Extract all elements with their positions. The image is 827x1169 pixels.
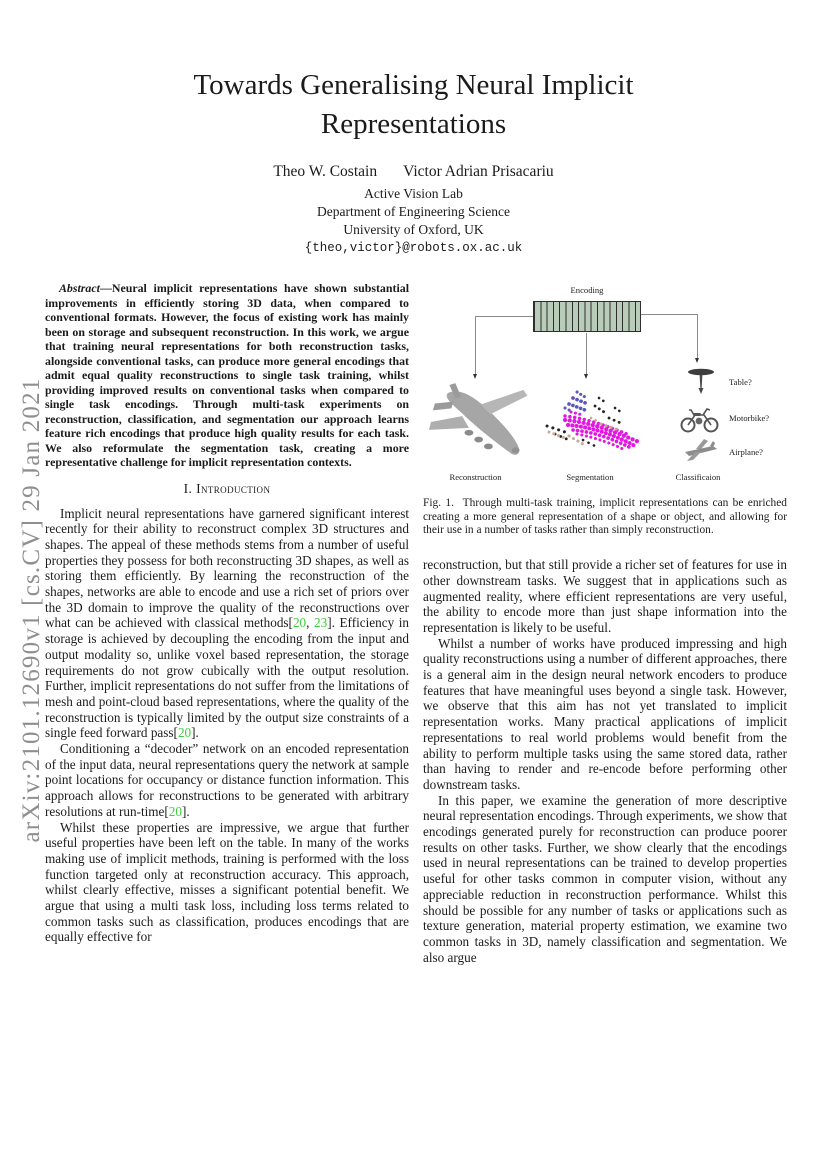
text-segment: ]. Efficiency in storage is achieved by decoupling the encoding from the input and output modality so, unlike voxel based representation, the storage requirements do not grow cubically with the output resolution. Further, implicit representations do not suffer from the limitations of mesh and point-cloud based representations, where the quality of the reconstruction is typically limited by the output size constraints of a single feed forward pass[ <box>45 615 410 741</box>
branch-label-reconstruction: Reconstruction <box>449 472 502 482</box>
section-heading-introduction: I. Introduction <box>183 480 271 496</box>
two-column-body <box>45 281 787 965</box>
affiliation-line: Department of Engineering Science <box>316 204 511 219</box>
arrow-down-icon <box>695 358 699 363</box>
class-option-airplane: Airplane? <box>729 447 763 457</box>
citation-link[interactable]: 20 <box>177 725 192 741</box>
abstract-paragraph <box>45 281 409 470</box>
intro-paragraph-1 <box>45 506 409 742</box>
encoding-vector-image <box>533 301 641 332</box>
motorbike-image <box>679 402 721 434</box>
citation-link[interactable]: 20 <box>292 615 307 631</box>
right-column <box>423 281 787 965</box>
class-option-table: Table? <box>729 377 752 387</box>
text-segment: Abstract <box>59 281 100 295</box>
text-segment: ]. <box>181 803 190 819</box>
connector-line <box>475 316 533 317</box>
encoding-label: Encoding <box>570 285 604 295</box>
citation-link[interactable]: 20 <box>168 803 182 819</box>
arrow-down-icon <box>584 374 588 379</box>
author-name: Victor Adrian Prisacariu <box>403 163 554 180</box>
class-option-motorbike: Motorbike? <box>729 413 770 423</box>
author-email[interactable]: {theo,victor}@robots.ox.ac.uk <box>304 241 523 255</box>
left-column <box>45 281 409 965</box>
intro-paragraph-3 <box>45 820 409 946</box>
text-segment: Implicit neural representations have garnered significant interest recently for their ability to reconstruct complex 3D structures and shapes. The appeal of these methods stems from a number of useful properties they possess for both reconstructing 3D shapes, as well as storing them efficiently. By learning the reconstruction of the shapes, networks are able to encode and use a rich set of priors over the 3D domain to improve the quality of the reconstructions over what can be achieved with classical methods[ <box>45 505 409 631</box>
connector-line <box>586 333 587 374</box>
intro-paragraph-2 <box>45 741 409 820</box>
arxiv-identifier-strip: arXiv:2101.12690v1 [cs.CV] 29 Jan 2021 <box>18 377 45 843</box>
airplane-image <box>682 437 720 463</box>
connector-line <box>697 314 698 358</box>
author-name: Theo W. Costain <box>273 163 378 180</box>
figure-caption-label: Fig. 1. <box>423 497 454 509</box>
connector-line <box>641 314 698 315</box>
table-image <box>686 366 716 398</box>
affiliation-line: University of Oxford, UK <box>343 222 484 237</box>
connector-line <box>475 316 476 374</box>
author-names <box>0 163 827 181</box>
citation-link[interactable]: 23 <box>314 615 328 631</box>
text-segment: Conditioning a “decoder” network on an encoded representation of the input data, neural representations query the network at sample point locations for occupancy or distance function information. This approach allows for reconstructions to be generated with arbitrary resolutions at run-time[ <box>45 741 409 819</box>
body-paragraph: In this paper, we examine the generation of more descriptive neural representation encodings. Through experiments, we show that encodings generated purely for reconstruction can produce poorer results on other tasks. Further, we show clearly that the encodings used in neural representations can be trained to develop properties useful for other tasks common in computer vision, without any appreciable reduction in reconstruction performance. Whilst this should be possible for any number of tasks or applications such as texture generation, material property estimation, we examine two common tasks in 3D, namely classification and segmentation. We also argue <box>423 792 787 965</box>
right-column-text <box>423 557 787 965</box>
figure-caption-text: Through multi-task training, implicit representations can be enriched creating a more general representation of a shape or object, and allowing for their use in a number of tasks rather than simply reconstruction. <box>423 497 787 537</box>
affiliation-line: Active Vision Lab <box>364 186 463 201</box>
author-block <box>0 163 827 255</box>
branch-label-classification: Classificaion <box>675 472 721 482</box>
text-segment: , <box>306 615 315 631</box>
reconstruction-airplane-image <box>429 378 541 468</box>
figure-1 <box>423 281 787 492</box>
paper-title: Towards Generalising Neural Implicit Representations <box>193 69 634 140</box>
text-segment: —Neural implicit representations have shown substantial improvements in efficiently storing 3D data, when compared to conventional formats. However, the focus of existing work has mainly been on storage and subsequent reconstruction. In this work, we argue that training neural representations for both reconstruction tasks, alongside conventional tasks, can produce more general encodings that admit equal quality reconstructions to single task training, whilst providing improved results on conventional tasks when compared to single task encodings. Through multi-task experiments on reconstruction, classification, and segmentation our approach learns feature rich encodings that produce high quality results for each task. We also reformulate the segmentation task, creating a more representative challenge for implicit representation contexts. <box>45 281 409 469</box>
branch-label-segmentation: Segmentation <box>566 472 614 482</box>
figure-caption <box>423 497 787 538</box>
body-paragraph: Whilst a number of works have produced impressing and high quality reconstructions using a number of different approaches, there is a general aim in the design neural network encoders to produce features that have meaningful uses beyond a single task. However, we observe that this aim has not yet translated to implicit representation works. Many practical applications of implicit representations to real world problems would benefit from the ability to perform multiple tasks using the same stored data, rather than having to render and re-encode before performing other downstream tasks. <box>423 635 787 792</box>
text-segment: Whilst these properties are impressive, we argue that further useful properties have been left on the table. In many of the works making use of implicit methods, training is performed with the loss function targeted only at reconstruction accuracy. This approach, whilst clearly effective, misses a significant potential benefit. We argue that using a multi task loss, including loss terms related to common tasks such as classification, produces encodings that are equally effective for <box>45 819 409 945</box>
segmentation-pointcloud-image <box>535 384 667 462</box>
body-paragraph-continuation: reconstruction, but that still provide a richer set of features for use in other downstream tasks. We suggest that in applications such as augmented reality, where efficient representations are very useful, the ability to encode more than just shape information into the representation is likely to be useful. <box>423 557 787 635</box>
text-segment: ]. <box>191 725 199 741</box>
